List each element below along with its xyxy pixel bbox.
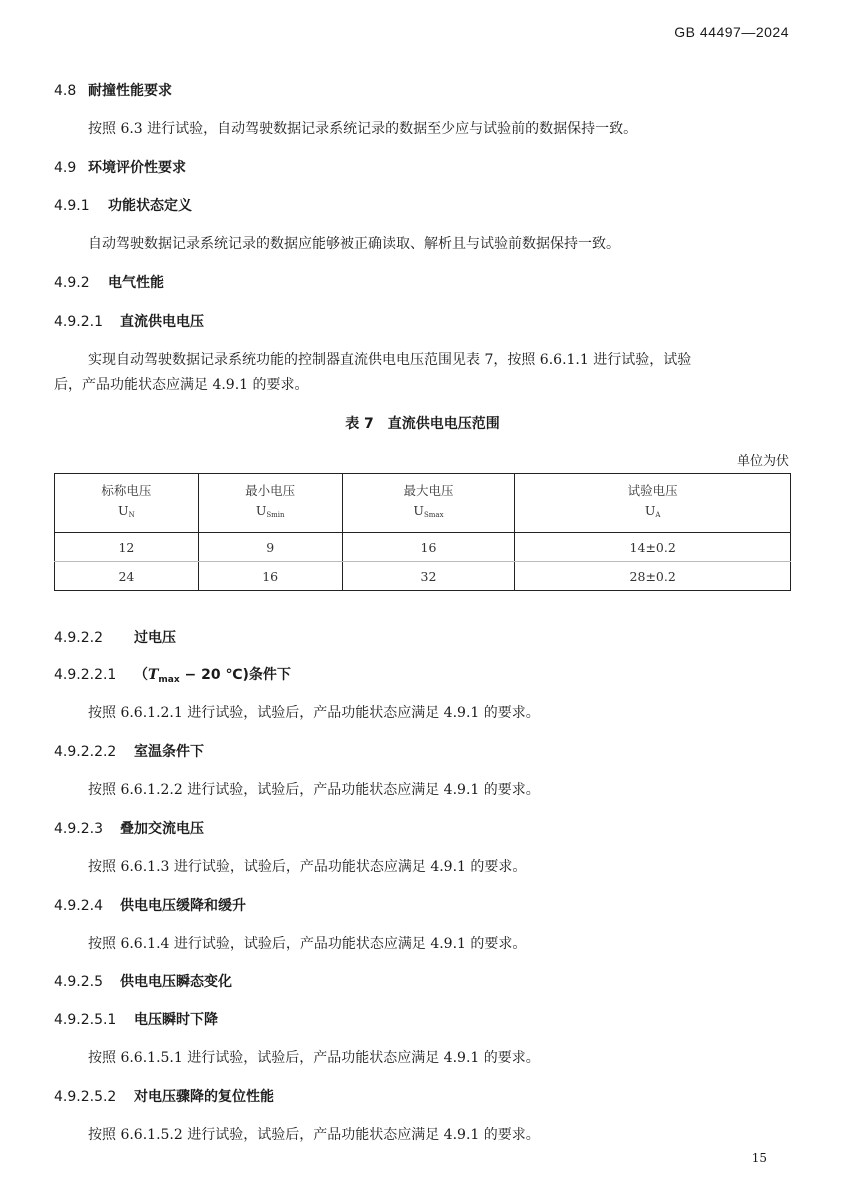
table-cell: 24 xyxy=(55,562,199,591)
section-number: 4.8 xyxy=(54,83,77,99)
section-number: 4.9.2.5 xyxy=(54,974,103,990)
section-number: 4.9.2.1 xyxy=(54,314,103,330)
section-title: 过电压 xyxy=(134,630,176,646)
section-number: 4.9.2 xyxy=(54,275,90,291)
section-number: 4.9.2.5.1 xyxy=(54,1012,117,1028)
section-4-9-2-5-1-heading xyxy=(54,1009,218,1029)
section-title: 环境评价性要求 xyxy=(88,160,186,176)
table-cell: 14±0.2 xyxy=(515,533,791,562)
section-number: 4.9.2.4 xyxy=(54,898,103,914)
section-number: 4.9.2.2 xyxy=(54,630,103,646)
header-test-voltage: 试验电压 $U_A$ xyxy=(515,474,791,533)
voltage-range-table xyxy=(54,473,791,591)
section-title: 叠加交流电压 xyxy=(120,821,204,837)
section-title: 电气性能 xyxy=(108,275,164,291)
section-4-9-2-1-text-line1: 实现自动驾驶数据记录系统功能的控制器直流供电电压范围见表 7，按照 6.6.1.1 进行试验，试验 xyxy=(88,352,692,368)
page-number: 15 xyxy=(751,1151,767,1165)
section-4-9-2-2-heading xyxy=(54,627,176,647)
section-number: 4.9.1 xyxy=(54,198,90,214)
section-4-9-heading xyxy=(54,157,186,177)
section-4-9-1-text: 自动驾驶数据记录系统记录的数据应能够被正确读取、解析且与试验前数据保持一致。 xyxy=(88,236,620,252)
section-number: 4.9 xyxy=(54,160,77,176)
table-row xyxy=(55,533,791,562)
section-4-9-2-3-text: 按照 6.6.1.3 进行试验，试验后，产品功能状态应满足 4.9.1 的要求。 xyxy=(88,859,527,875)
section-4-9-2-4-heading xyxy=(54,895,246,915)
section-4-9-1-heading xyxy=(54,195,192,215)
section-title: 耐撞性能要求 xyxy=(88,83,172,99)
section-number: 4.9.2.5.2 xyxy=(54,1089,117,1105)
section-4-8-heading xyxy=(54,80,172,100)
table-cell: 16 xyxy=(342,533,515,562)
table-cell: 16 xyxy=(198,562,342,591)
section-4-9-2-2-1-heading xyxy=(54,664,291,685)
table-cell: 9 xyxy=(198,533,342,562)
section-title: 对电压骤降的复位性能 xyxy=(134,1089,274,1105)
section-4-9-2-1-heading xyxy=(54,311,204,331)
section-title: 供电电压缓降和缓升 xyxy=(120,898,246,914)
section-4-9-2-heading xyxy=(54,272,164,292)
section-4-9-2-2-1-text: 按照 6.6.1.2.1 进行试验，试验后，产品功能状态应满足 4.9.1 的要求。 xyxy=(88,705,540,721)
section-title: 电压瞬时下降 xyxy=(134,1012,218,1028)
table-unit: 单位为伏 xyxy=(736,454,789,469)
section-title: 室温条件下 xyxy=(134,744,204,760)
table-header-row xyxy=(55,474,791,533)
section-title: 功能状态定义 xyxy=(108,198,192,214)
table-cell: 12 xyxy=(55,533,199,562)
section-4-9-2-5-2-heading xyxy=(54,1086,274,1106)
table-row xyxy=(55,562,791,591)
section-number: 4.9.2.2.2 xyxy=(54,744,117,760)
section-4-9-2-2-2-heading xyxy=(54,741,204,761)
section-title: 直流供电电压 xyxy=(120,314,204,330)
header-min-voltage: 最小电压 $U_{Smin}$ xyxy=(198,474,342,533)
section-title: （$T_{max} - 20$ ℃)条件下 xyxy=(134,667,291,685)
header-max-voltage: 最大电压 $U_{Smax}$ xyxy=(342,474,515,533)
section-number: 4.9.2.2.1 xyxy=(54,667,117,683)
section-4-9-2-5-2-text: 按照 6.6.1.5.2 进行试验，试验后，产品功能状态应满足 4.9.1 的要求。 xyxy=(88,1127,540,1143)
section-4-9-2-5-1-text: 按照 6.6.1.5.1 进行试验，试验后，产品功能状态应满足 4.9.1 的要求。 xyxy=(88,1050,540,1066)
header-nominal-voltage: 标称电压 $U_N$ xyxy=(55,474,199,533)
section-4-8-text: 按照 6.3 进行试验，自动驾驶数据记录系统记录的数据至少应与试验前的数据保持一致。 xyxy=(88,121,638,137)
standard-code: GB 44497—2024 xyxy=(674,24,789,40)
table-cell: 32 xyxy=(342,562,515,591)
section-title: 供电电压瞬态变化 xyxy=(120,974,232,990)
section-4-9-2-5-heading xyxy=(54,971,232,991)
section-4-9-2-2-2-text: 按照 6.6.1.2.2 进行试验，试验后，产品功能状态应满足 4.9.1 的要求。 xyxy=(88,782,540,798)
section-4-9-2-3-heading xyxy=(54,818,204,838)
section-4-9-2-1-text-line2: 后，产品功能状态应满足 4.9.1 的要求。 xyxy=(54,377,309,393)
section-4-9-2-4-text: 按照 6.6.1.4 进行试验，试验后，产品功能状态应满足 4.9.1 的要求。 xyxy=(88,936,527,952)
table-cell: 28±0.2 xyxy=(515,562,791,591)
table-caption: 表 7 直流供电电压范围 xyxy=(345,416,500,432)
section-number: 4.9.2.3 xyxy=(54,821,103,837)
